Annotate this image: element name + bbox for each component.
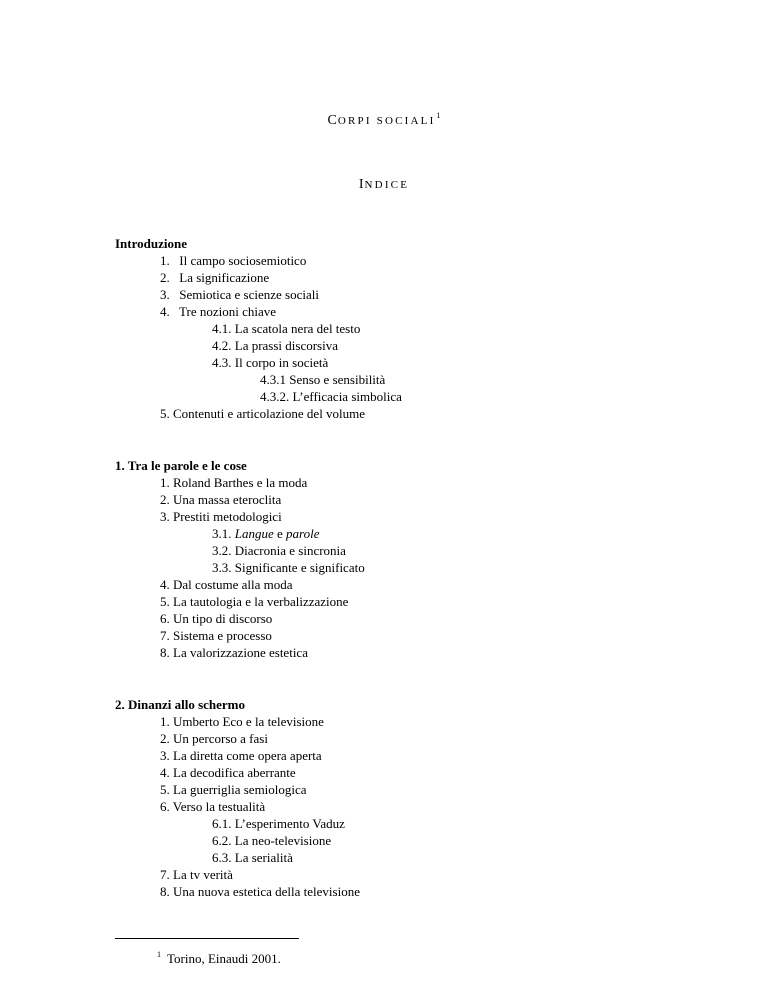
toc-entry: 4. Dal costume alla moda — [160, 577, 293, 592]
toc-entry: 4. La decodifica aberrante — [160, 765, 296, 780]
toc-subentry: 3.1. Langue e parole — [212, 526, 320, 541]
index-heading-rest: NDICE — [364, 179, 410, 191]
toc-subentry: 4.3. Il corpo in società — [212, 355, 329, 370]
toc-entry: 1. Umberto Eco e la televisione — [160, 714, 324, 729]
toc-entry: 5. La guerriglia semiologica — [160, 782, 307, 797]
toc-entry: 1. Roland Barthes e la moda — [160, 475, 308, 490]
title-initial: C — [327, 113, 338, 128]
toc-subentry: 3.3. Significante e significato — [212, 560, 365, 575]
toc-entry: 7. La tv verità — [160, 867, 233, 882]
index-heading — [0, 177, 768, 193]
toc-entry: 5. La tautologia e la verbalizzazione — [160, 594, 349, 609]
toc-subentry: 3.2. Diacronia e sincronia — [212, 543, 346, 558]
toc-entry: 3. Semiotica e scienze sociali — [160, 287, 319, 302]
title-rest: ORPI SOCIALI — [337, 115, 436, 127]
title-footnote-ref[interactable]: 1 — [436, 111, 441, 120]
toc-entry: 8. La valorizzazione estetica — [160, 645, 308, 660]
section-heading-introduzione: Introduzione — [115, 236, 187, 251]
toc-entry: 4. Tre nozioni chiave — [160, 304, 277, 319]
toc-entry: 7. Sistema e processo — [160, 628, 272, 643]
toc-entry: 1. Il campo sociosemiotico — [160, 253, 307, 268]
footnote — [157, 950, 281, 967]
toc-entry: 5. Contenuti e articolazione del volume — [160, 406, 366, 421]
toc-subsubentry: 4.3.1 Senso e sensibilità — [260, 372, 386, 387]
toc-entry: 6. Verso la testualità — [160, 799, 266, 814]
toc-subentry: 6.3. La serialità — [212, 850, 293, 865]
toc-subsubentry: 4.3.2. L’efficacia simbolica — [260, 389, 402, 404]
toc-subentry: 4.1. La scatola nera del testo — [212, 321, 361, 336]
italic-term-parole: parole — [286, 526, 320, 541]
document-title — [0, 111, 768, 129]
footnote-text: Torino, Einaudi 2001. — [167, 951, 281, 966]
section-heading-chapter-1: 1. Tra le parole e le cose — [115, 458, 247, 473]
toc-entry: 2. La significazione — [160, 270, 270, 285]
toc-entry: 2. Un percorso a fasi — [160, 731, 268, 746]
toc-entry: 3. La diretta come opera aperta — [160, 748, 322, 763]
toc-subentry: 6.1. L’esperimento Vaduz — [212, 816, 345, 831]
italic-term-langue: Langue — [234, 526, 274, 541]
toc-entry: 6. Un tipo di discorso — [160, 611, 273, 626]
toc-subentry: 4.2. La prassi discorsiva — [212, 338, 339, 353]
toc-subentry: 6.2. La neo-televisione — [212, 833, 332, 848]
section-heading-chapter-2: 2. Dinanzi allo schermo — [115, 697, 245, 712]
footnote-mark: 1 — [157, 950, 161, 959]
index-heading-initial: I — [358, 177, 365, 192]
footnote-divider — [115, 938, 299, 939]
toc-entry: 3. Prestiti metodologici — [160, 509, 282, 524]
toc-entry: 2. Una massa eteroclita — [160, 492, 282, 507]
toc-entry: 8. Una nuova estetica della televisione — [160, 884, 360, 899]
